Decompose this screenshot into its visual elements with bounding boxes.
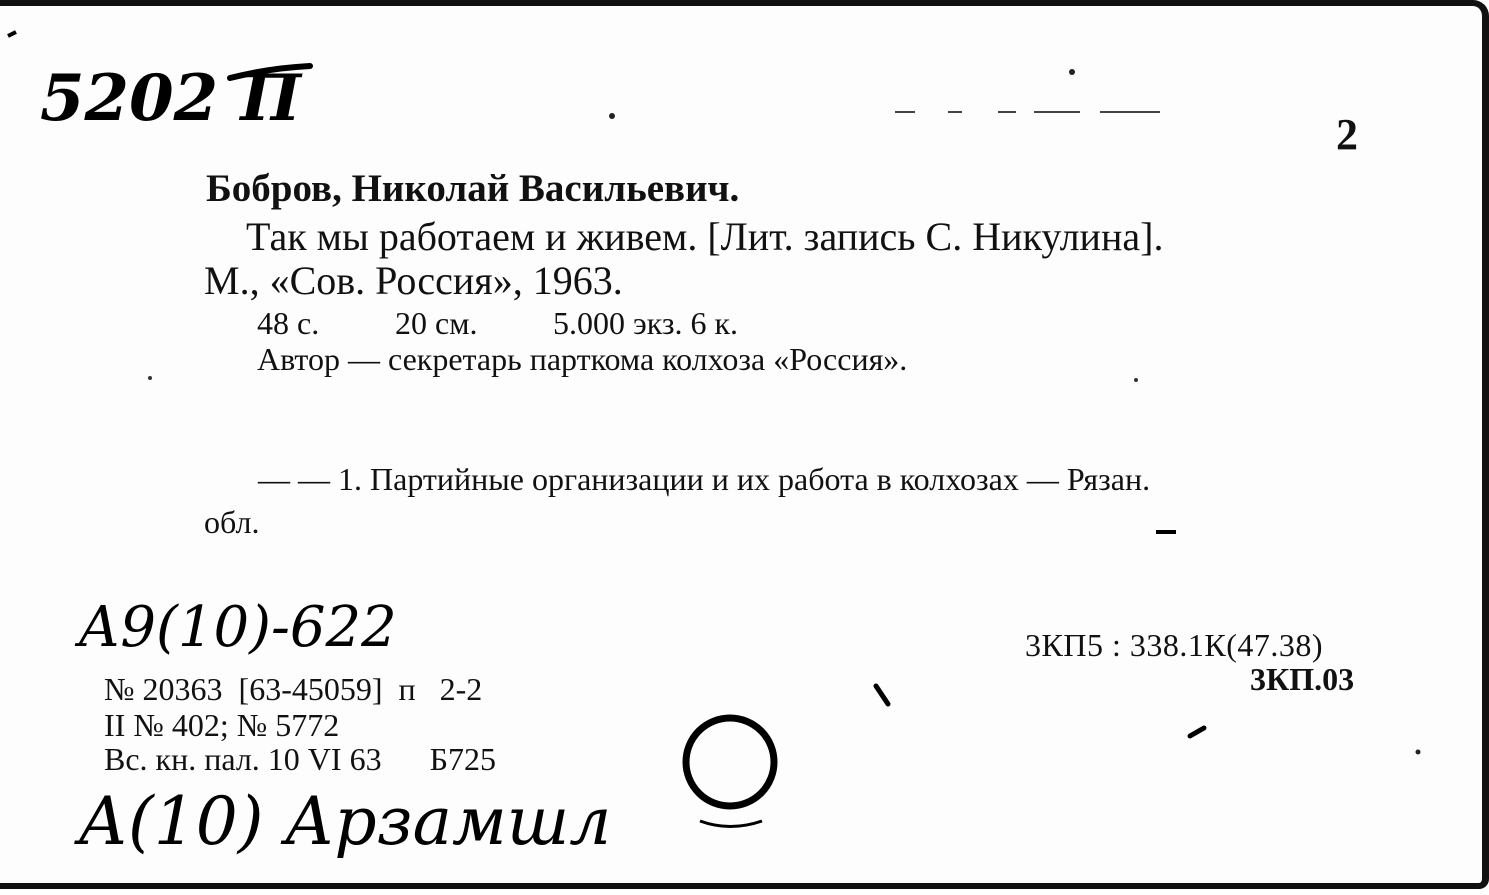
author-heading: Бобров, Николай Васильевич.	[206, 167, 740, 210]
record-line-1: № 20363 [63-45059] п 2-2	[104, 671, 483, 707]
ink-mark	[1190, 728, 1204, 736]
subject-line-1: — — 1. Партийные организации и их работа в колхозах — Рязан.	[258, 461, 1151, 497]
record-line-3: Вс. кн. пал. 10 VI 63 Б725	[104, 741, 496, 777]
card-marks	[0, 6, 1489, 895]
speck	[1069, 69, 1075, 75]
speck	[1416, 750, 1421, 755]
classification-index: 3КП5 : 338.1К(47.38)	[1025, 627, 1323, 663]
hole-shadow-mark	[700, 821, 762, 827]
author-note: Автор — секретарь парткома колхоза «Россия».	[257, 341, 908, 377]
handwritten-shelf-mark: 5202 П	[40, 61, 301, 136]
ink-mark	[8, 32, 16, 36]
punch-hole-icon	[686, 718, 774, 806]
classification-code: 3КП.03	[1250, 661, 1355, 697]
speck	[148, 376, 152, 380]
card-page-number: 2	[1336, 110, 1358, 159]
ink-mark	[876, 686, 888, 704]
record-line-2: II № 402; № 5772	[104, 707, 340, 743]
book-size: 20 см.	[395, 305, 478, 341]
title-line-2: М., «Сов. Россия», 1963.	[204, 258, 623, 303]
pages-count: 48 с.	[257, 305, 320, 341]
title-line-1: Так мы работаем и живем. [Лит. запись С. Никулина].	[246, 214, 1164, 259]
overline-stroke	[230, 66, 310, 78]
copies-and-price: 5.000 экз. 6 к.	[553, 305, 739, 341]
handwritten-code-a: А9(10)-622	[78, 595, 397, 660]
handwritten-code-b: А(10) Арзамшл	[78, 783, 612, 860]
subject-line-2: обл.	[204, 504, 260, 540]
speck	[609, 113, 615, 119]
speck	[1134, 378, 1138, 382]
